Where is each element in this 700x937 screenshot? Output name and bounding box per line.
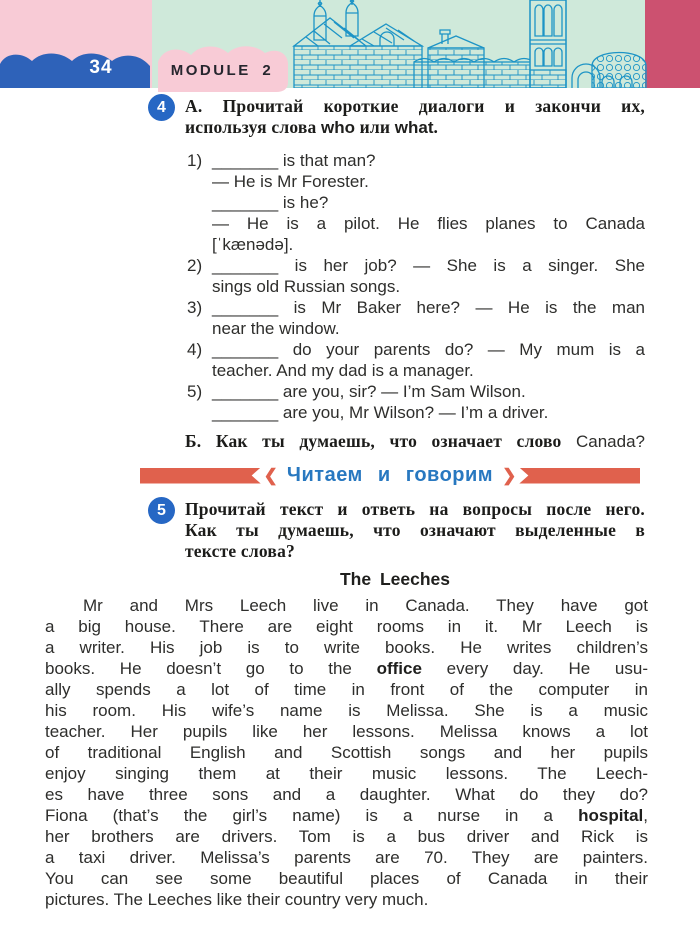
page-content bbox=[0, 96, 700, 910]
section-title: Читаем и говорим bbox=[286, 464, 494, 486]
text-line bbox=[45, 826, 648, 847]
text-line bbox=[185, 96, 645, 117]
text-line bbox=[212, 171, 645, 192]
text-segment: ally spends a lot of time in front of the computer in bbox=[45, 680, 648, 699]
text-segment: near the window. bbox=[212, 319, 340, 338]
text-segment: _______ is he? bbox=[212, 193, 329, 212]
text-segment: , bbox=[643, 806, 648, 825]
text-line bbox=[212, 360, 645, 381]
exercise-4-instruction bbox=[185, 96, 645, 138]
text-segment: . bbox=[433, 117, 439, 137]
text-segment: Fiona (that’s the girl’s name) is a nurse in a bbox=[45, 806, 579, 825]
text-line bbox=[185, 541, 645, 562]
section-banner bbox=[140, 464, 640, 486]
text-line bbox=[45, 805, 648, 826]
text-line bbox=[212, 381, 645, 402]
text-segment: тексте слова? bbox=[185, 541, 295, 561]
text-segment: teacher. And my dad is a manager. bbox=[212, 361, 474, 380]
page-number: 34 bbox=[89, 57, 113, 78]
dialog-item-lines bbox=[212, 339, 645, 381]
text-segment: who bbox=[321, 118, 356, 137]
text-segment: a taxi driver. Melissa’s parents are 70. They are painters. bbox=[45, 848, 648, 867]
text-line bbox=[212, 213, 645, 234]
text-segment: _______ is that man? bbox=[212, 151, 376, 170]
text-line bbox=[185, 431, 645, 452]
banner-bar-right bbox=[519, 468, 640, 484]
page-header bbox=[0, 0, 700, 88]
text-segment: А. Прочитай короткие диалоги и закончи их, bbox=[185, 96, 645, 116]
city-skyline-illustration bbox=[290, 0, 648, 88]
dialog-item-lines bbox=[212, 150, 645, 255]
text-line bbox=[45, 679, 648, 700]
text-line bbox=[45, 847, 648, 868]
reading-text bbox=[45, 595, 648, 910]
text-segment: You can see some beautiful places of Canada in their bbox=[45, 869, 648, 888]
text-segment: what bbox=[394, 118, 434, 137]
text-line bbox=[185, 499, 645, 520]
dialog-list bbox=[187, 150, 645, 423]
text-line bbox=[45, 889, 648, 910]
dialog-item bbox=[187, 297, 645, 339]
dialog-item-lines bbox=[212, 381, 645, 423]
reading-text-title: The Leeches bbox=[339, 569, 451, 589]
text-line bbox=[45, 595, 648, 616]
text-segment: every day. He usu- bbox=[421, 659, 648, 678]
text-segment: _______ is her job? — She is a singer. She bbox=[212, 256, 645, 275]
dialog-item bbox=[187, 339, 645, 381]
text-segment: teacher. Her pupils like her lessons. Melissa knows a lot bbox=[45, 722, 648, 741]
text-line bbox=[212, 234, 645, 255]
dialog-item-number: 1) bbox=[187, 151, 203, 170]
chevron-right-icon: ❯ bbox=[502, 466, 517, 485]
text-segment: — He is Mr Forester. bbox=[212, 172, 369, 191]
text-segment: Прочитай текст и ответь на вопросы после него. bbox=[185, 499, 645, 519]
dialog-item bbox=[187, 150, 645, 255]
dialog-item-number: 3) bbox=[187, 298, 203, 317]
text-segment: _______ are you, sir? — I’m Sam Wilson. bbox=[212, 382, 526, 401]
text-segment: _______ are you, Mr Wilson? — I’m a driver. bbox=[212, 403, 549, 422]
text-segment: Б. Как ты думаешь, что означает слово bbox=[185, 431, 576, 451]
header-rose-strip bbox=[645, 0, 700, 88]
text-line bbox=[45, 868, 648, 889]
dialog-item bbox=[187, 255, 645, 297]
text-segment: Mr and Mrs Leech live in Canada. They have got bbox=[83, 596, 648, 615]
text-line bbox=[45, 763, 648, 784]
dialog-item-number: 2) bbox=[187, 256, 203, 275]
text-line bbox=[45, 742, 648, 763]
exercise-4-part-b bbox=[185, 431, 645, 452]
text-segment: es have three sons and a daughter. What do they do? bbox=[45, 785, 648, 804]
text-line bbox=[45, 784, 648, 805]
text-line bbox=[185, 520, 645, 541]
exercise-5-instruction bbox=[185, 499, 645, 562]
dialog-item-lines bbox=[212, 297, 645, 339]
text-segment: books. He doesn’t go to the bbox=[45, 659, 377, 678]
banner-bar-left bbox=[140, 468, 261, 484]
exercise-5 bbox=[157, 499, 645, 562]
text-line bbox=[212, 339, 645, 360]
text-segment: hospital bbox=[578, 806, 644, 825]
text-segment: — He is a pilot. He flies planes to Canada bbox=[212, 214, 645, 233]
text-segment: his room. His wife’s name is Melissa. She is a music bbox=[45, 701, 648, 720]
text-segment: _______ is Mr Baker here? — He is the man bbox=[212, 298, 645, 317]
text-line bbox=[212, 297, 645, 318]
text-line bbox=[185, 117, 645, 138]
exercise-4 bbox=[157, 96, 645, 138]
dialog-item-lines bbox=[212, 255, 645, 297]
text-line bbox=[45, 700, 648, 721]
text-segment: sings old Russian songs. bbox=[212, 277, 401, 296]
dialog-item-number: 4) bbox=[187, 340, 203, 359]
text-line bbox=[212, 150, 645, 171]
text-segment: of traditional English and Scottish songs and her pupils bbox=[45, 743, 648, 762]
text-segment: pictures. The Leeches like their country very much. bbox=[45, 890, 429, 909]
text-line bbox=[45, 637, 648, 658]
text-segment: _______ do your parents do? — My mum is a bbox=[212, 340, 645, 359]
text-line bbox=[212, 276, 645, 297]
text-segment: enjoy singing them at their music lessons. The Leech- bbox=[45, 764, 648, 783]
exercise-4-number-badge: 4 bbox=[148, 94, 175, 121]
text-segment: используя слова bbox=[185, 117, 322, 137]
text-segment: Canada? bbox=[575, 432, 645, 451]
text-line bbox=[45, 721, 648, 742]
text-segment: a writer. His job is to write books. He writes children’s bbox=[45, 638, 648, 657]
text-segment: [ˈkænədə]. bbox=[212, 235, 294, 254]
text-line bbox=[212, 318, 645, 339]
text-line bbox=[212, 255, 645, 276]
text-segment: или bbox=[355, 117, 395, 137]
text-line bbox=[212, 192, 645, 213]
text-line bbox=[212, 402, 645, 423]
text-segment: a big house. There are eight rooms in it. Mr Leech is bbox=[45, 617, 648, 636]
text-line bbox=[45, 616, 648, 637]
dialog-item bbox=[187, 381, 645, 423]
text-line bbox=[45, 658, 648, 679]
chevron-left-icon: ❮ bbox=[263, 466, 278, 485]
text-segment: office bbox=[376, 659, 422, 678]
module-label: MODULE 2 bbox=[170, 62, 274, 79]
dialog-item-number: 5) bbox=[187, 382, 203, 401]
text-segment: her brothers are drivers. Tom is a bus driver and Rick is bbox=[45, 827, 648, 846]
exercise-5-number-badge: 5 bbox=[148, 497, 175, 524]
text-segment: Как ты думаешь, что означают выделенные в bbox=[185, 520, 645, 540]
